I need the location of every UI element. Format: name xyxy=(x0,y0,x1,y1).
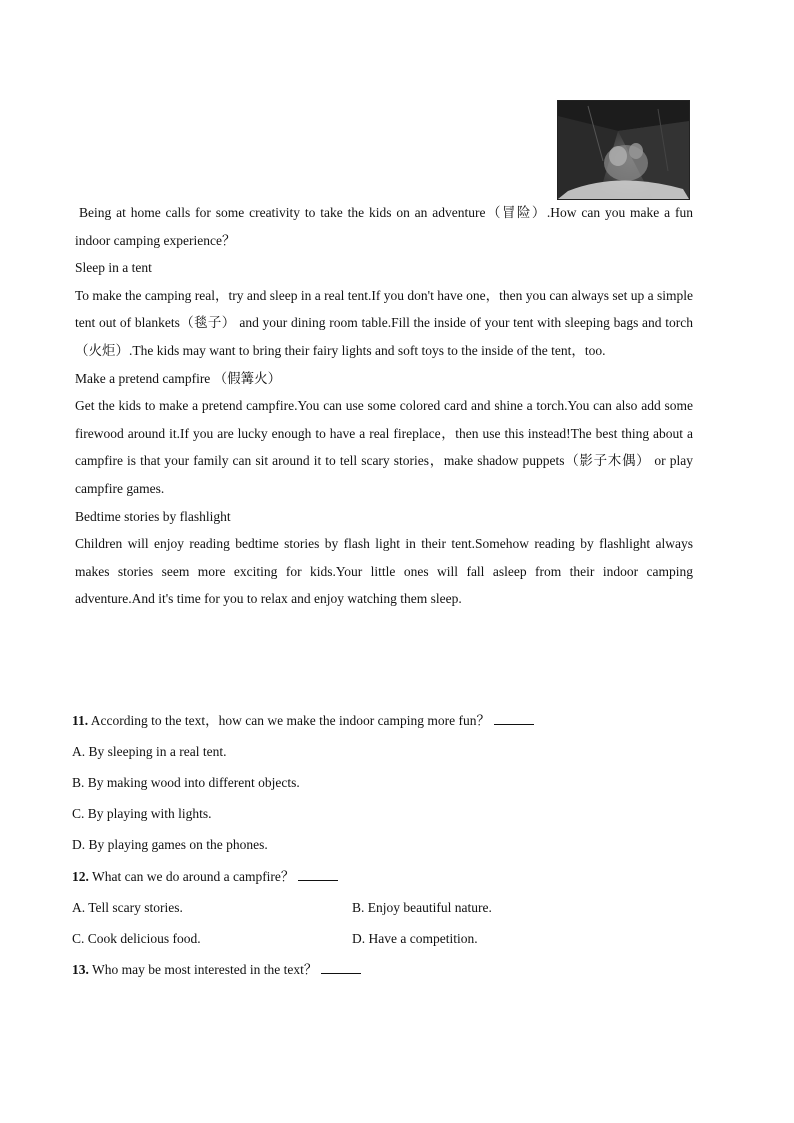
option-12-a: A. Tell scary stories. xyxy=(72,900,183,915)
option-12-d: D. Have a competition. xyxy=(352,931,478,946)
tent-illustration xyxy=(558,101,689,199)
question-13 xyxy=(72,961,361,979)
question-text: What can we do around a campfire？ xyxy=(92,869,295,884)
answer-blank[interactable] xyxy=(321,961,361,974)
option-11-c: C. By playing with lights. xyxy=(72,806,212,821)
option-12-b: B. Enjoy beautiful nature. xyxy=(352,900,492,915)
question-number: 12. xyxy=(72,869,89,884)
section-heading-tent: Sleep in a tent xyxy=(75,260,152,276)
reading-passage xyxy=(75,199,693,613)
section-heading-campfire: Make a pretend campfire （假篝火） xyxy=(75,370,282,386)
option-11-b: B. By making wood into different objects. xyxy=(72,775,300,790)
option-12-c: C. Cook delicious food. xyxy=(72,931,201,946)
question-text: According to the text，how can we make the indoor camping more fun？ xyxy=(90,713,491,728)
section-text-campfire: Get the kids to make a pretend campfire.You can use some colored card and shine a torch.You can also add some firewood around it.If you are lucky enough to have a real fireplace，then use this instead!The best thing about a campfire is that your family can sit around it to tell scary stories，make shadow puppets（影子木偶） or play campfire games. xyxy=(75,398,693,496)
answer-blank[interactable] xyxy=(298,868,338,881)
question-11 xyxy=(72,712,534,730)
question-12 xyxy=(72,868,338,886)
question-number: 11. xyxy=(72,713,89,728)
section-text-tent: To make the camping real，try and sleep in a real tent.If you don't have one，then you can always set up a simple tent out of blankets（毯子） and your dining room table.Fill the inside of your tent with sleeping bags and torch（火炬）.The kids may want to bring their fairy lights and soft toys to the inside of the tent，too. xyxy=(75,287,693,358)
option-11-a: A. By sleeping in a real tent. xyxy=(72,744,227,759)
option-11-d: D. By playing games on the phones. xyxy=(72,837,268,852)
question-text: Who may be most interested in the text？ xyxy=(92,962,318,977)
camping-photo xyxy=(557,100,690,200)
section-text-stories: Children will enjoy reading bedtime stories by flash light in their tent.Somehow reading by flashlight always makes stories seem more exciting for kids.Your little ones will fall asleep from their indoor camping adventure.And it's time for you to relax and enjoy watching them sleep. xyxy=(75,536,693,607)
section-heading-stories: Bedtime stories by flashlight xyxy=(75,508,231,524)
question-number: 13. xyxy=(72,962,89,977)
answer-blank[interactable] xyxy=(494,712,534,725)
passage-intro: Being at home calls for some creativity to take the kids on an adventure（冒险）.How can you make a fun indoor camping experience？ xyxy=(75,205,693,248)
